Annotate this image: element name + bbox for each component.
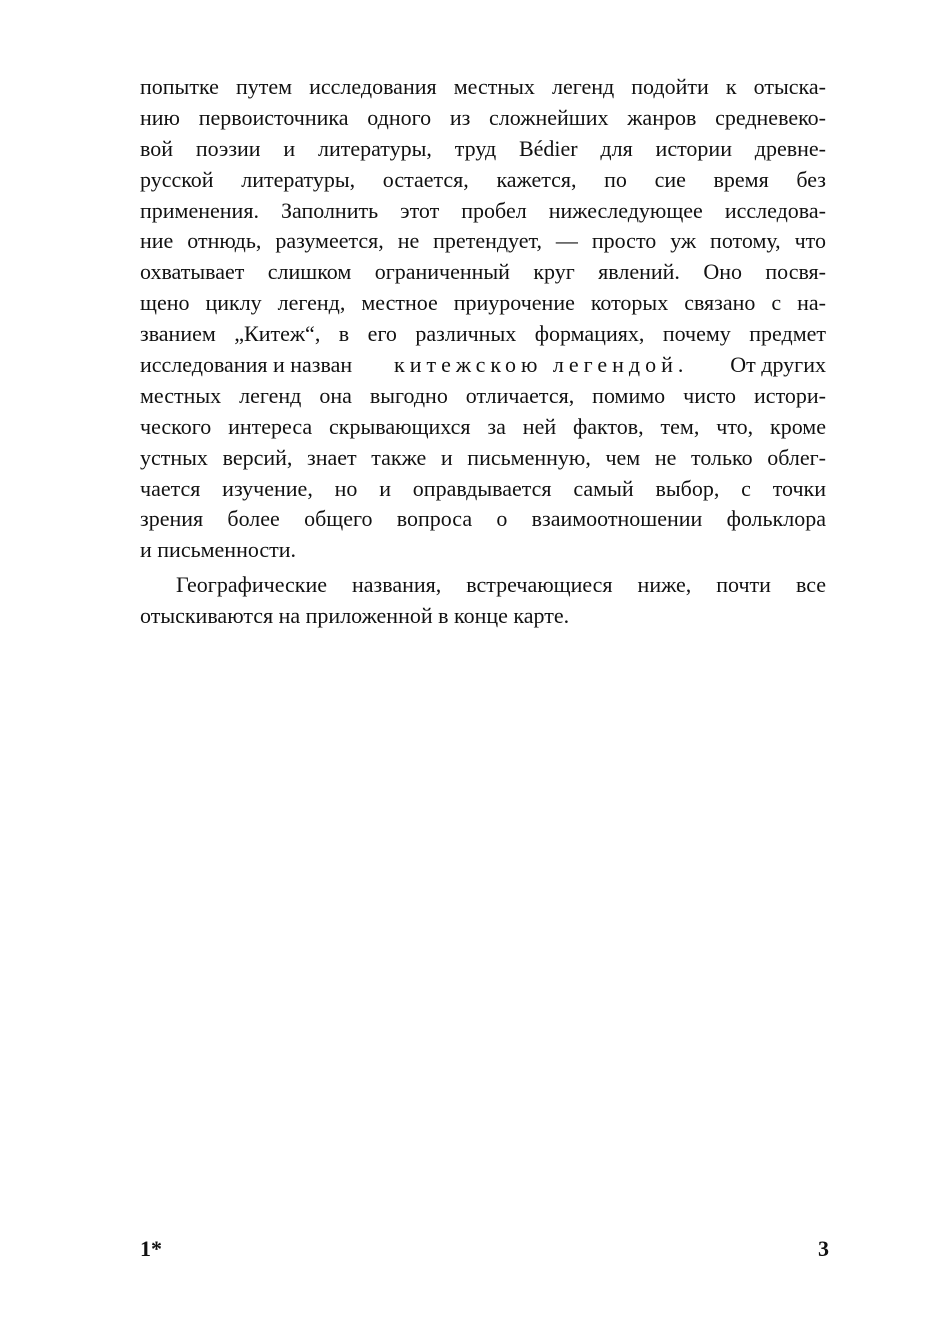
paragraph-1 — [140, 72, 826, 566]
text-line: нию первоисточника одного из сложнейших жанров средневеко- — [140, 104, 826, 130]
paragraph-2 — [140, 570, 826, 632]
text-line: званием „Китеж“, в его различных формациях, почему предмет — [140, 321, 826, 347]
text-line: попытке путем исследования местных легенд подойти к отыска- — [140, 74, 826, 99]
text-line: местных легенд она выгодно отличается, помимо чисто истори- — [140, 382, 826, 408]
text-line: чается изучение, но и оправдывается самый выбор, с точки — [140, 475, 826, 501]
text-line: и письменности. — [140, 537, 297, 563]
text-segment: От других — [730, 352, 826, 378]
text-line: зрения более общего вопроса о взаимоотношении фольклора — [140, 506, 826, 532]
signature-mark: 1* — [140, 1236, 162, 1261]
page-number: 3 — [818, 1236, 829, 1261]
text-line: устных версий, знает также и письменную, чем не только облег- — [140, 444, 826, 470]
text-line: щено циклу легенд, местное приурочение которых связано с на- — [140, 290, 826, 316]
text-line: ние отнюдь, разумеется, не претендует, — просто уж потому, что — [140, 228, 826, 254]
body-text — [140, 72, 826, 632]
text-line: применения. Заполнить этот пробел нижеследующее исследова- — [140, 197, 826, 223]
text-line — [140, 350, 826, 381]
text-line: вой поэзии и литературы, труд Bédier для истории древне- — [140, 135, 826, 161]
text-line: Географические названия, встречающиеся ниже, почти все — [176, 572, 826, 598]
text-segment: исследования и назван — [140, 352, 353, 378]
text-line: русской литературы, остается, кажется, по сие время без — [140, 166, 826, 192]
emphasized-term: китежскою легендой. — [394, 352, 689, 378]
text-line: отыскиваются на приложенной в конце карте. — [140, 603, 570, 629]
text-line: охватывает слишком ограниченный круг явлений. Оно посвя- — [140, 259, 826, 285]
text-line: ческого интереса скрывающихся за ней фактов, тем, что, кроме — [140, 413, 826, 439]
